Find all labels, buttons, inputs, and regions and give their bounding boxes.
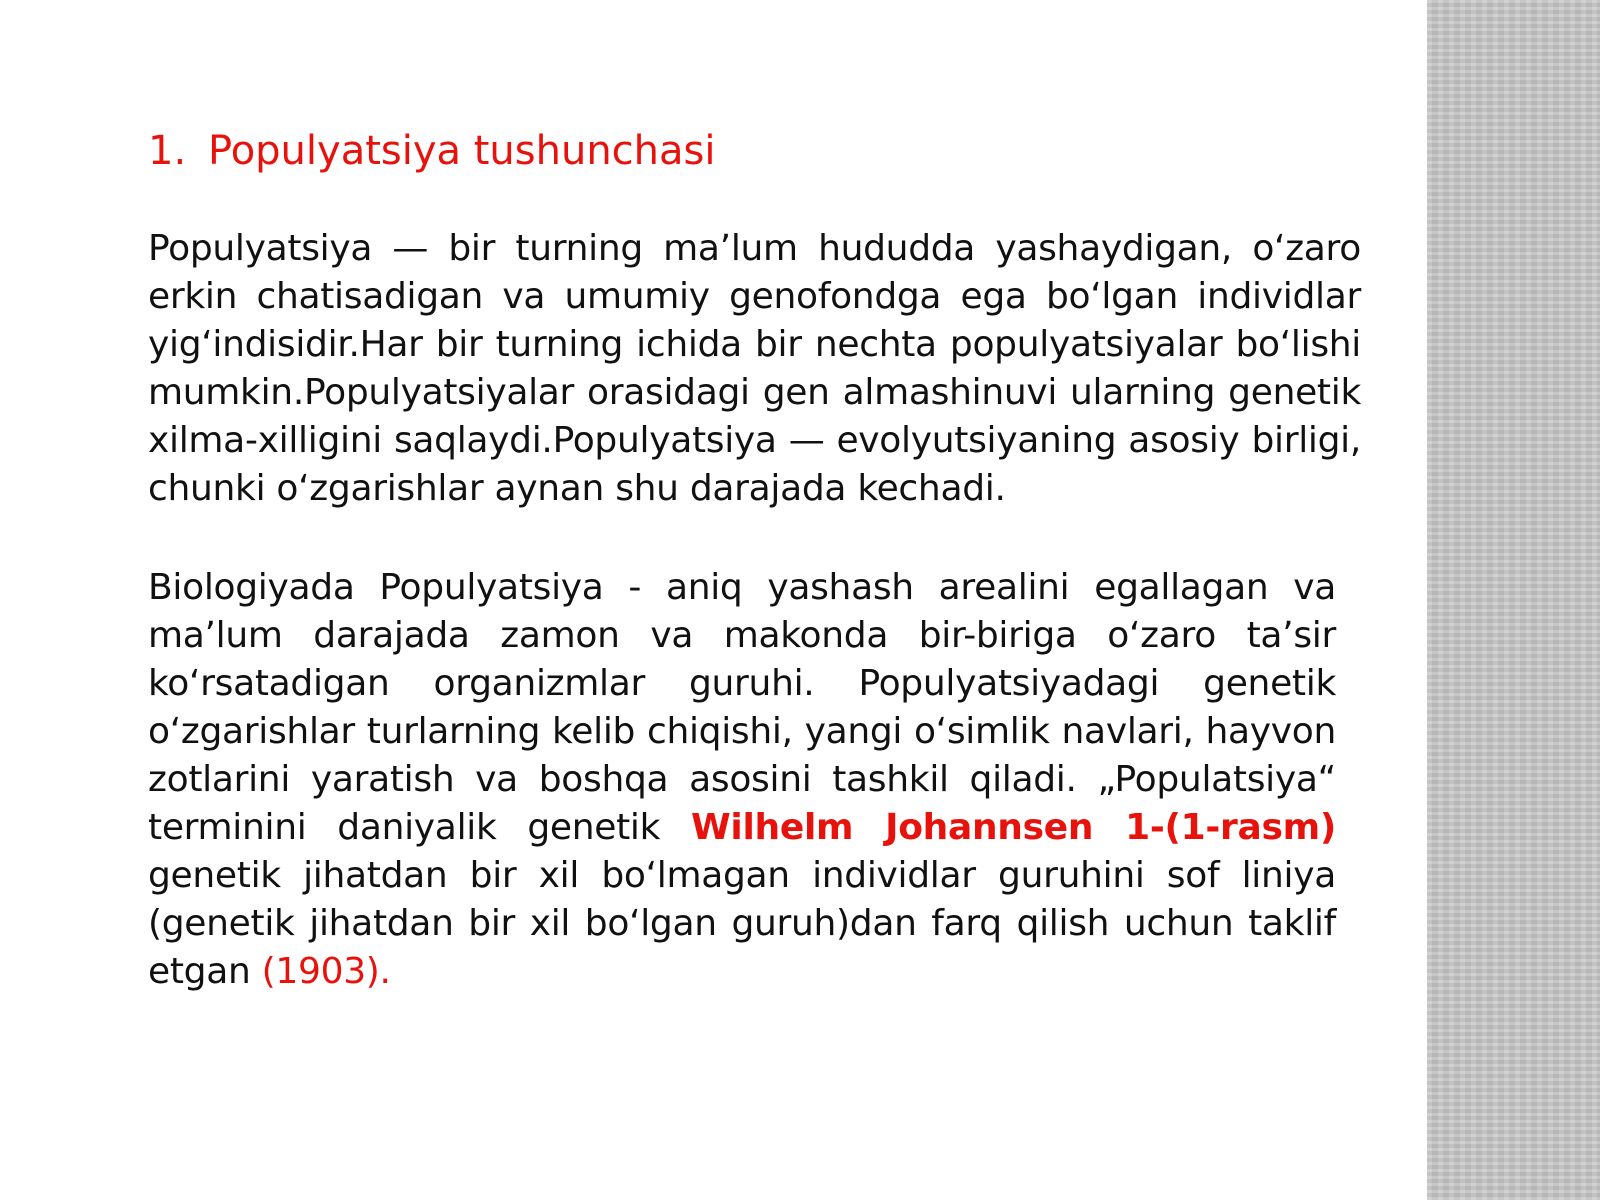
year-reference: (1903). [261,951,391,992]
johannsen-highlight: Wilhelm Johannsen 1-(1-rasm) [691,807,1336,848]
heading-text: Populyatsiya tushunchasi [208,128,716,174]
biology-paragraph-lead: Biologiyada Populyatsiya - aniq yashash arealini egallagan va ma’lum darajada zamon va makonda bir-biriga o‘zaro ta’sir ko‘rsatadigan organizmlar guruhi. Populyatsiyadagi genetik o‘zgarishlar turlarning kelib chiqishi, yangi o‘simlik navlari, hayvon zotlarini yaratish va boshqa asosini tashkil qiladi. „Populatsiya“ terminini daniyalik genetik [148,567,1336,848]
slide-heading [148,124,715,178]
definition-paragraph: Populyatsiya — bir turning ma’lum hududda yashaydigan, o‘zaro erkin chatisadigan va umumiy genofondga ega bo‘lgan individlar yig‘indisidir.Har bir turning ichida bir nechta populyatsiyalar bo‘lishi mumkin.Populyatsiyalar orasidagi gen almashinuvi ularning genetik xilma-xilligini saqlaydi.Populyatsiya — evolyutsiyaning asosiy birligi, chunki o‘zgarishlar aynan shu darajada kechadi. [148,228,1361,509]
biology-paragraph-middle: genetik jihatdan bir xil bo‘lmagan individlar guruhini sof liniya (genetik jihatdan bir xil bo‘lgan guruh)dan farq qilish uchun taklif etgan [148,855,1336,992]
heading-number: 1. [148,128,187,174]
biology-paragraph [148,564,1336,996]
decorative-side-bar [1427,0,1600,1200]
